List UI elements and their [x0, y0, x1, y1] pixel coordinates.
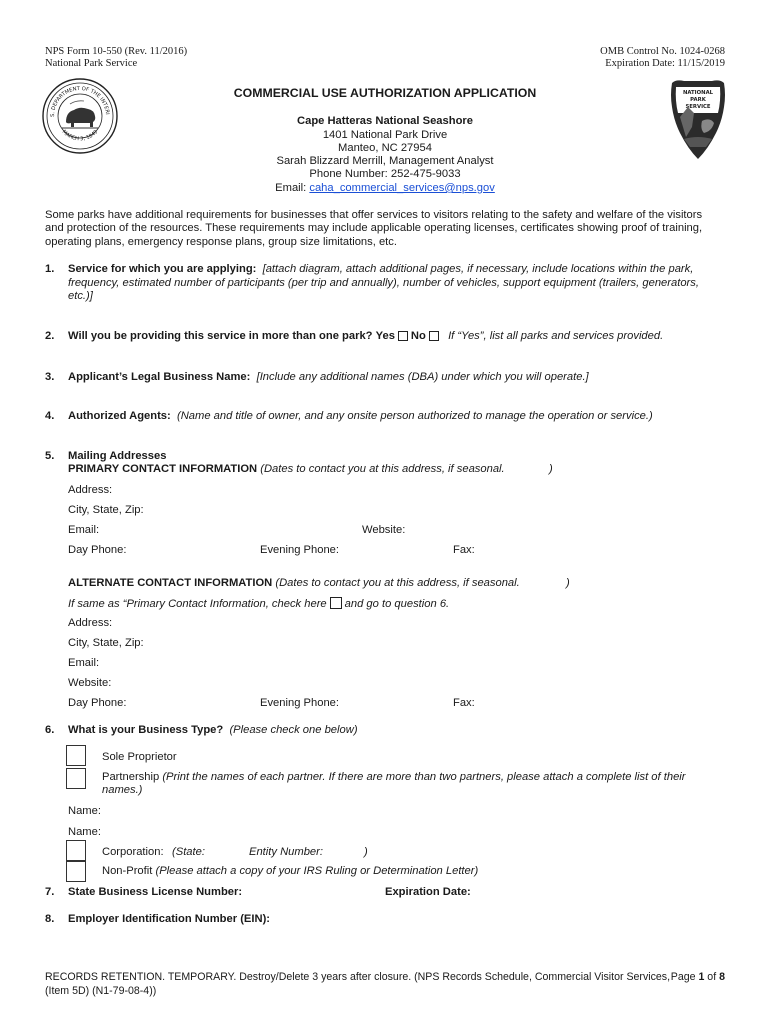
alternate-evening-phone-label: Evening Phone:	[260, 697, 339, 709]
q6-label: What is your Business Type?	[68, 724, 224, 736]
arrowhead-text-national: NATIONAL	[682, 90, 714, 96]
q3-line	[68, 371, 589, 383]
q8-label: Employer Identification Number (EIN):	[68, 913, 271, 925]
alternate-contact-label: ALTERNATE CONTACT INFORMATION	[68, 577, 273, 589]
corporation-checkbox[interactable]	[66, 840, 86, 861]
intro-line-2: and protection of the resources. These requirements may include applicable operating licenses, certificates showing proof of training,	[45, 222, 703, 234]
corporation-entity-label: Entity Number:	[249, 846, 323, 858]
sole-proprietor-checkbox[interactable]	[66, 745, 86, 766]
q1-label: Service for which you are applying:	[68, 263, 257, 275]
alternate-address-label: Address:	[68, 617, 113, 629]
park-name: Cape Hatteras National Seashore	[297, 115, 473, 127]
q3-note: [Include any additional names (DBA) under which you will operate.]	[256, 371, 589, 383]
nonprofit-checkbox[interactable]	[66, 861, 86, 882]
corporation-state-label: (State:	[172, 846, 205, 858]
alternate-email-label: Email:	[68, 657, 100, 669]
corporation-close-paren: )	[364, 846, 368, 858]
park-email-label: Email:	[275, 182, 310, 194]
partnership-note-line2: names.)	[102, 784, 143, 796]
nonprofit-label: Non-Profit	[102, 865, 153, 877]
q1-note-line2: frequency, estimated number of participants (per trip and annually), number of vehicles, support equipment (trailers, generators,	[68, 277, 699, 289]
primary-contact-close-paren: )	[549, 463, 553, 475]
alternate-fax-label: Fax:	[453, 697, 475, 709]
q2-number: 2.	[45, 330, 55, 342]
arrowhead-text-service: SERVICE	[685, 104, 711, 110]
q7-number: 7.	[45, 886, 55, 898]
q6-note: (Please check one below)	[229, 724, 358, 736]
seal-top-text: S. DEPARTMENT OF THE INTERI	[49, 85, 110, 118]
primary-website-label: Website:	[362, 524, 406, 536]
q8-number: 8.	[45, 913, 55, 925]
q6-number: 6.	[45, 724, 55, 736]
expiration-date: Expiration Date: 11/15/2019	[605, 58, 725, 69]
q7-expiration-label: Expiration Date:	[385, 886, 471, 898]
agency-name: National Park Service	[45, 58, 138, 69]
primary-city-label: City, State, Zip:	[68, 504, 144, 516]
park-email-link[interactable]: caha_commercial_services@nps.gov	[309, 182, 495, 194]
alternate-contact-close-paren: )	[566, 577, 570, 589]
records-retention-line1: RECORDS RETENTION. TEMPORARY. Destroy/Delete 3 years after closure. (NPS Records Schedule, Commercial Visitor Services,	[45, 971, 671, 983]
q5-label: Mailing Addresses	[68, 450, 167, 462]
park-email-line	[0, 182, 770, 194]
partner-name-1-label: Name:	[68, 805, 101, 817]
nonprofit-note: (Please attach a copy of your IRS Ruling or Determination Letter)	[155, 865, 479, 877]
q1-number: 1.	[45, 263, 55, 275]
records-retention-line2: (Item 5D) (N1-79-08-4))	[45, 985, 157, 997]
q2-label: Will you be providing this service in more than one park?	[68, 330, 373, 342]
q7-label: State Business License Number:	[68, 886, 243, 898]
primary-email-label: Email:	[68, 524, 100, 536]
partnership-note: (Print the names of each partner. If there are more than two partners, please attach a complete list of their	[162, 771, 686, 783]
q2-no-label: No	[410, 330, 426, 342]
q2-line	[68, 330, 663, 342]
q2-yes-label: Yes	[375, 330, 395, 342]
alternate-day-phone-label: Day Phone:	[68, 697, 127, 709]
sole-proprietor-label: Sole Proprietor	[102, 751, 177, 763]
page-number-total: 8	[719, 971, 725, 983]
nonprofit-line	[102, 865, 478, 877]
omb-control-number: OMB Control No. 1024-0268	[600, 46, 725, 57]
q4-note: (Name and title of owner, and any onsite person authorized to manage the operation or service.)	[176, 410, 653, 422]
q1-line1	[68, 263, 693, 275]
alternate-website-label: Website:	[68, 677, 112, 689]
q1-note: [attach diagram, attach additional pages, if necessary, include locations within the park,	[262, 263, 694, 275]
primary-contact-note: (Dates to contact you at this address, if seasonal.	[260, 463, 505, 475]
q3-label: Applicant’s Legal Business Name:	[68, 371, 251, 383]
q2-note: If “Yes”, list all parks and services provided.	[448, 330, 664, 342]
arrowhead-text-park: PARK	[690, 97, 706, 103]
q2-no-checkbox[interactable]	[429, 331, 439, 341]
alternate-city-label: City, State, Zip:	[68, 637, 144, 649]
primary-contact-label: PRIMARY CONTACT INFORMATION	[68, 463, 258, 475]
alternate-contact-note: (Dates to contact you at this address, if seasonal.	[275, 577, 520, 589]
park-phone: Phone Number: 252-475-9033	[309, 168, 461, 180]
partnership-checkbox[interactable]	[66, 768, 86, 789]
q4-label: Authorized Agents:	[68, 410, 171, 422]
partnership-line	[102, 771, 686, 783]
primary-evening-phone-label: Evening Phone:	[260, 544, 339, 556]
q3-number: 3.	[45, 371, 55, 383]
q6-line	[68, 724, 358, 736]
same-as-primary-post: and go to question 6.	[344, 598, 450, 610]
park-address-line1: 1401 National Park Drive	[322, 129, 448, 141]
intro-line-3: operating plans, emergency response plans, group size limitations, etc.	[45, 236, 397, 248]
page-number-of: of	[704, 971, 720, 983]
page-number-prefix: Page	[670, 971, 699, 983]
primary-fax-label: Fax:	[453, 544, 475, 556]
corporation-label: Corporation:	[102, 846, 164, 858]
form-number: NPS Form 10-550 (Rev. 11/2016)	[45, 46, 188, 57]
partnership-label: Partnership	[102, 771, 160, 783]
q4-line	[68, 410, 653, 422]
same-as-primary-checkbox[interactable]	[330, 597, 342, 609]
same-as-primary-pre: If same as “Primary Contact Information, check here	[68, 598, 327, 610]
park-contact: Sarah Blizzard Merrill, Management Analyst	[276, 155, 494, 167]
page-title: COMMERCIAL USE AUTHORIZATION APPLICATION	[233, 86, 537, 100]
primary-address-label: Address:	[68, 484, 113, 496]
intro-line-1: Some parks have additional requirements for businesses that offer services to visitors relating to the safety and welfare of the visitors	[45, 209, 703, 221]
q1-note-line3: etc.)]	[68, 290, 93, 302]
alternate-contact-heading	[68, 577, 520, 589]
same-as-primary-line	[68, 597, 449, 610]
page-number-current: 1	[698, 971, 705, 983]
partner-name-2-label: Name:	[68, 826, 101, 838]
primary-day-phone-label: Day Phone:	[68, 544, 127, 556]
q5-number: 5.	[45, 450, 55, 462]
page-number	[671, 971, 725, 983]
q2-yes-checkbox[interactable]	[398, 331, 408, 341]
primary-contact-heading	[68, 463, 505, 475]
q4-number: 4.	[45, 410, 55, 422]
seal-bottom-text: MARCH 3, 1849	[60, 129, 100, 143]
park-address-line2: Manteo, NC 27954	[338, 142, 432, 154]
